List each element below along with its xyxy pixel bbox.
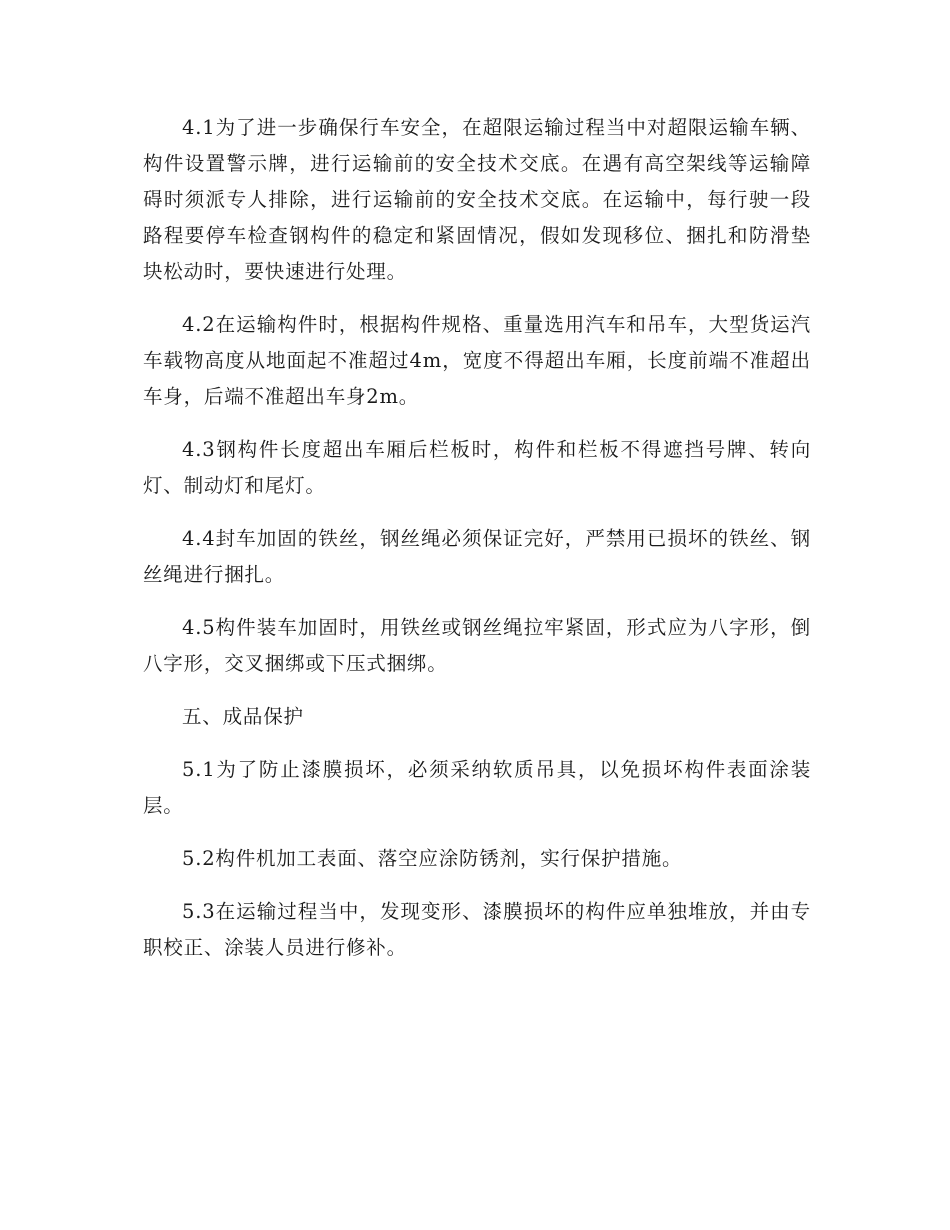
paragraph-4-5: 4.5构件装车加固时，用铁丝或钢丝绳拉牢紧固，形式应为八字形，倒八字形，交叉捆绑或下压式捆绑。 <box>143 616 811 675</box>
paragraph-4-2: 4.2在运输构件时，根据构件规格、重量选用汽车和吊车，大型货运汽车载物高度从地面起不准超过4m，宽度不得超出车厢，长度前端不准超出车身，后端不准超出车身2m。 <box>143 313 811 408</box>
paragraph-5-1: 5.1为了防止漆膜损坏，必须采纳软质吊具，以免损坏构件表面涂装层。 <box>143 758 811 817</box>
paragraph-4-1: 4.1为了进一步确保行车安全，在超限运输过程当中对超限运输车辆、构件设置警示牌，进行运输前的安全技术交底。在遇有高空架线等运输障碍时须派专人排除，进行运输前的安全技术交底。在运输中，每行驶一段路程要停车检查钢构件的稳定和紧固情况，假如发现移位、捆扎和防滑垫块松动时，要快速进行处理。 <box>143 116 811 283</box>
paragraph-4-4: 4.4封车加固的铁丝，钢丝绳必须保证完好，严禁用已损坏的铁丝、钢丝绳进行捆扎。 <box>143 527 811 586</box>
section-heading-5: 五、成品保护 <box>182 705 304 728</box>
paragraph-5-3: 5.3在运输过程当中，发现变形、漆膜损坏的构件应单独堆放，并由专职校正、涂装人员进行修补。 <box>143 900 811 959</box>
paragraph-5-2: 5.2构件机加工表面、落空应涂防锈剂，实行保护措施。 <box>182 847 683 870</box>
paragraph-4-3: 4.3钢构件长度超出车厢后栏板时，构件和栏板不得遮挡号牌、转向灯、制动灯和尾灯。 <box>143 438 811 497</box>
document-body <box>143 110 811 966</box>
